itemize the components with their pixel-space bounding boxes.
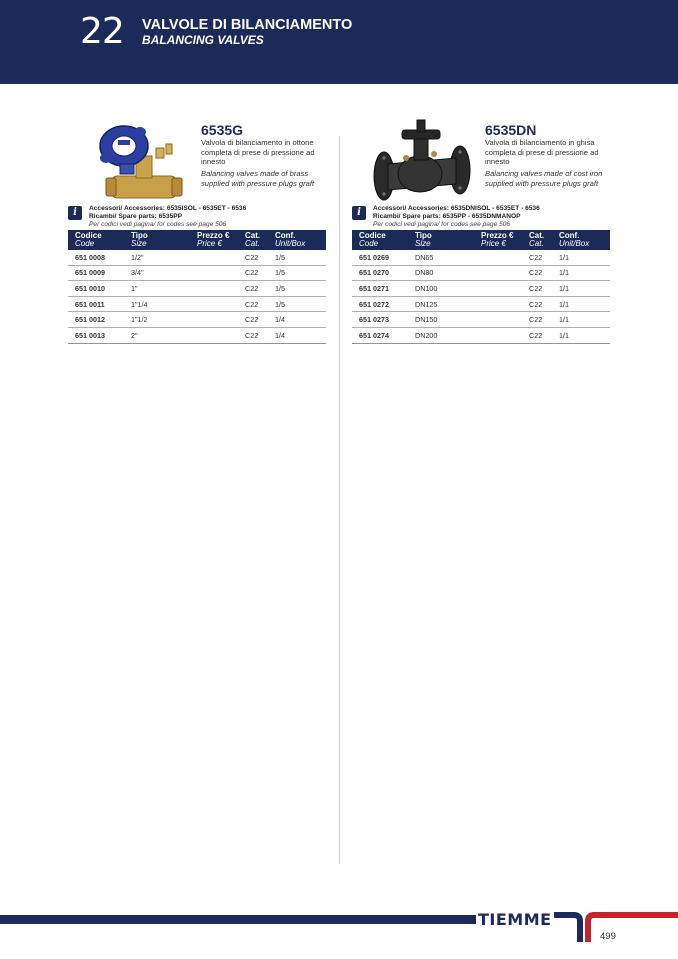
- table-row: [68, 327, 326, 343]
- cell-size: DN200: [408, 327, 474, 343]
- cell-code: 651 0012: [68, 312, 124, 328]
- cell-cat: C22: [522, 327, 552, 343]
- brand-logo-text: TIEMME: [478, 910, 552, 929]
- header-cat: Cat. Cat.: [238, 230, 268, 250]
- cell-box: 1/1: [552, 296, 610, 312]
- cell-code: 651 0270: [352, 265, 408, 281]
- info-icon: i: [68, 206, 82, 220]
- cell-code: 651 0009: [68, 265, 124, 281]
- cell-price: [190, 250, 238, 265]
- cell-cat: C22: [238, 296, 268, 312]
- cell-code: 651 0010: [68, 281, 124, 297]
- cell-code: 651 0274: [352, 327, 408, 343]
- description-english: Balancing valves made of brass supplied with pressure plugs graft: [201, 169, 315, 188]
- codes-page-text: Per codici vedi pagina/ for codes see page 506: [89, 221, 227, 228]
- cell-box: 1/5: [268, 296, 326, 312]
- cell-price: [190, 265, 238, 281]
- accessories-text: Accessori/ Accessories: 6535DNISOL - 6535ET - 6536: [373, 205, 540, 212]
- cell-box: 1/5: [268, 265, 326, 281]
- product-name: 6535G: [201, 122, 244, 138]
- header-price: Prezzo € Price €: [474, 230, 522, 250]
- product-table: [352, 230, 610, 344]
- cell-cat: C22: [238, 312, 268, 328]
- product-table: [68, 230, 326, 344]
- page-header: [0, 0, 678, 84]
- cell-price: [474, 250, 522, 265]
- header-cat: Cat. Cat.: [522, 230, 552, 250]
- table-row: [68, 296, 326, 312]
- cell-box: 1/4: [268, 327, 326, 343]
- table-row: [68, 281, 326, 297]
- brass-balancing-valve-image: [78, 118, 198, 206]
- cell-size: DN80: [408, 265, 474, 281]
- chapter-number: 22: [80, 11, 124, 52]
- cell-size: 1"1/4: [124, 296, 190, 312]
- cell-code: 651 0271: [352, 281, 408, 297]
- cell-price: [474, 296, 522, 312]
- accessories-info: [352, 204, 610, 230]
- cell-code: 651 0269: [352, 250, 408, 265]
- cell-price: [474, 312, 522, 328]
- cell-code: 651 0011: [68, 296, 124, 312]
- cell-size: DN125: [408, 296, 474, 312]
- cell-cat: C22: [522, 281, 552, 297]
- cell-cat: C22: [238, 281, 268, 297]
- cell-code: 651 0013: [68, 327, 124, 343]
- column-divider: [339, 136, 340, 864]
- cell-cat: C22: [238, 327, 268, 343]
- brand-logo-mark: [554, 912, 678, 946]
- description-english: Balancing valves made of cost iron supplied with pressure plugs graft: [485, 169, 603, 188]
- header-size: Tipo Size: [408, 230, 474, 250]
- cell-price: [190, 312, 238, 328]
- cell-cat: C22: [522, 296, 552, 312]
- cell-box: 1/4: [268, 312, 326, 328]
- cell-size: 1"1/2: [124, 312, 190, 328]
- table-row: [352, 327, 610, 343]
- table-header-row: [68, 230, 326, 250]
- accessories-info: [68, 204, 326, 230]
- page-number: 499: [600, 931, 616, 942]
- cell-price: [474, 265, 522, 281]
- cell-box: 1/5: [268, 281, 326, 297]
- cell-size: 2": [124, 327, 190, 343]
- cell-box: 1/1: [552, 265, 610, 281]
- cell-box: 1/1: [552, 281, 610, 297]
- table-row: [352, 312, 610, 328]
- cell-price: [190, 327, 238, 343]
- cell-cat: C22: [238, 265, 268, 281]
- header-code: Codice Code: [352, 230, 408, 250]
- header-code: Codice Code: [68, 230, 124, 250]
- cell-size: DN65: [408, 250, 474, 265]
- header-unit-box: Conf. Unit/Box: [268, 230, 326, 250]
- table-row: [352, 250, 610, 265]
- footer-bar: [0, 915, 476, 924]
- cell-price: [474, 327, 522, 343]
- header-price: Prezzo € Price €: [190, 230, 238, 250]
- table-row: [68, 312, 326, 328]
- cell-cat: C22: [522, 265, 552, 281]
- table-row: [352, 296, 610, 312]
- table-row: [68, 265, 326, 281]
- info-icon: i: [352, 206, 366, 220]
- cell-size: DN150: [408, 312, 474, 328]
- codes-page-text: Per codici vedi pagina/ for codes see page 506: [373, 221, 511, 228]
- description-italian: Valvola di bilanciamento in ghisa completa di prese di pressione ad innesto: [485, 138, 599, 167]
- cell-box: 1/1: [552, 250, 610, 265]
- cell-size: 3/4": [124, 265, 190, 281]
- spare-parts-text: Ricambi/ Spare parts: 6535PP - 6535DNMANOP: [373, 213, 521, 220]
- cell-box: 1/5: [268, 250, 326, 265]
- header-size: Tipo Size: [124, 230, 190, 250]
- accessories-text: Accessori/ Accessories: 6535ISOL - 6535ET - 6536: [89, 205, 247, 212]
- cell-box: 1/1: [552, 327, 610, 343]
- cell-price: [474, 281, 522, 297]
- table-row: [352, 281, 610, 297]
- cell-code: 651 0272: [352, 296, 408, 312]
- cell-size: 1": [124, 281, 190, 297]
- cell-cat: C22: [522, 250, 552, 265]
- cell-size: 1/2": [124, 250, 190, 265]
- header-unit-box: Conf. Unit/Box: [552, 230, 610, 250]
- section-title: VALVOLE DI BILANCIAMENTO: [142, 17, 353, 33]
- description-italian: Valvola di bilanciamento in ottone completa di prese di pressione ad innesto: [201, 138, 315, 167]
- cell-box: 1/1: [552, 312, 610, 328]
- product-name: 6535DN: [485, 122, 537, 138]
- cell-size: DN100: [408, 281, 474, 297]
- spare-parts-text: Ricambi/ Spare parts: 6535PP: [89, 213, 183, 220]
- cell-cat: C22: [522, 312, 552, 328]
- table-row: [352, 265, 610, 281]
- cell-code: 651 0008: [68, 250, 124, 265]
- cell-price: [190, 296, 238, 312]
- cell-code: 651 0273: [352, 312, 408, 328]
- cell-cat: C22: [238, 250, 268, 265]
- section-subtitle: BALANCING VALVES: [142, 33, 264, 47]
- cast-iron-flanged-valve-image: [362, 118, 482, 206]
- table-header-row: [352, 230, 610, 250]
- table-row: [68, 250, 326, 265]
- cell-price: [190, 281, 238, 297]
